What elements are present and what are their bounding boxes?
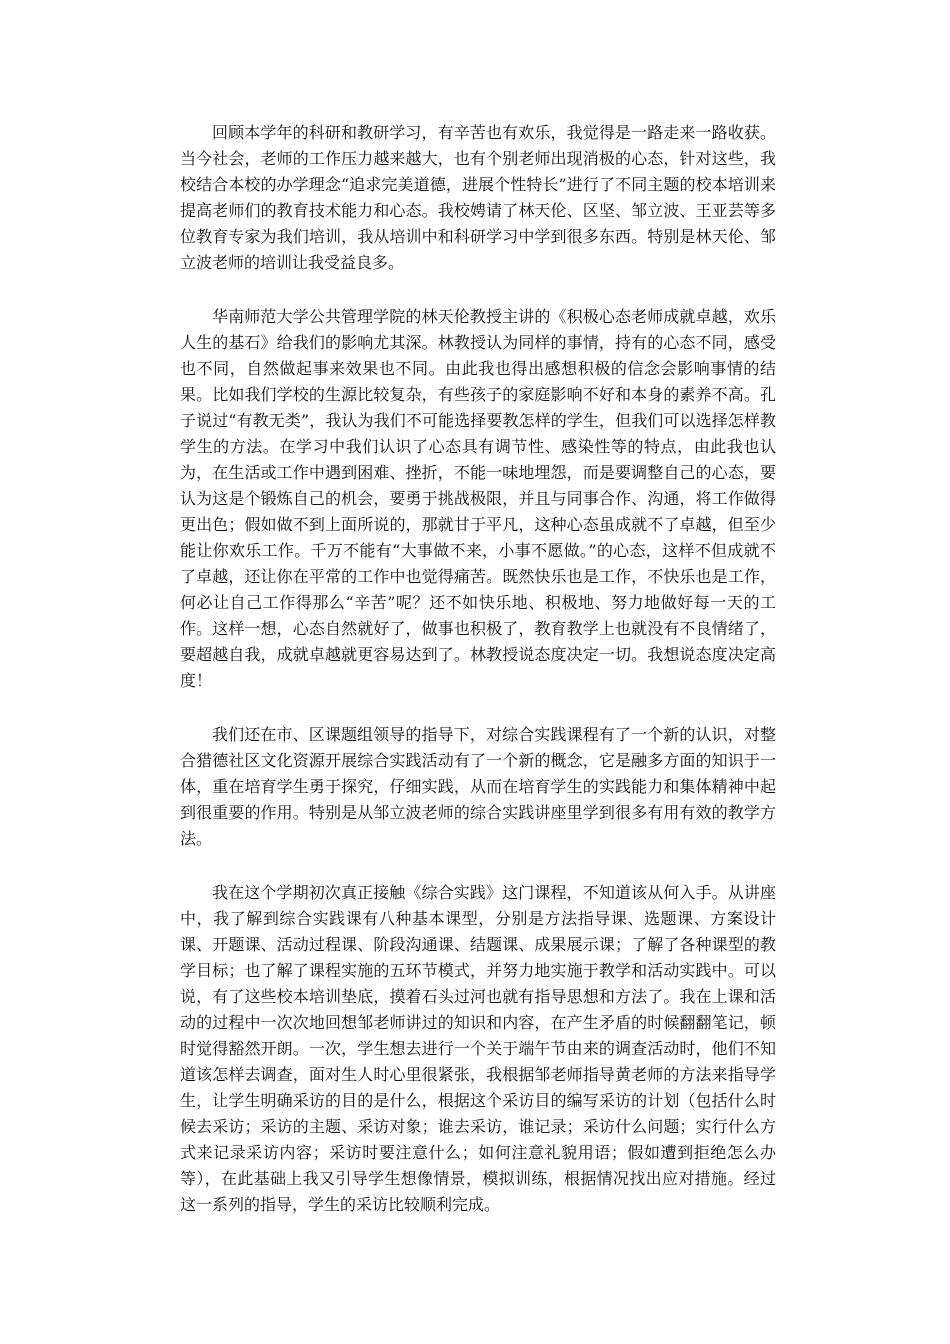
- paragraph-course-experience: 我在这个学期初次真正接触《综合实践》这门课程，不知道该从何入手。从讲座中，我了解到综合实践课有八种基本课型，分别是方法指导课、选题课、方案设计课、开题课、活动过程课、阶段沟通课、结题课、成果展示课；了解了各种课型的教学目标；也了解了课程实施的五环节模式，并努力地实施于教学和活动实践中。可以说，有了这些校本培训垫底，摸着石头过河也就有指导思想和方法了。我在上课和活动的过程中一次次地回想邹老师讲过的知识和内容，在产生矛盾的时候翻翻笔记，顿时觉得豁然开朗。一次，学生想去进行一个关于端午节由来的调查活动时，他们不知道该怎样去调查，面对生人时心里很紧张，我根据邹老师指导黄老师的方法来指导学生，让学生明确采访的目的是什么，根据这个采访目的编写采访的计划（包括什么时候去采访；采访的主题、采访对象；谁去采访，谁记录；采访什么问题；实行什么方式来记录采访内容；采访时要注意什么；如何注意礼貌用语；假如遭到拒绝怎么办等），在此基础上我又引导学生想像情景，模拟训练，根据情况找出应对措施。经过这一系列的指导，学生的采访比较顺利完成。: [180, 883, 776, 1214]
- paragraph-reflection-intro: 回顾本学年的科研和教研学习，有辛苦也有欢乐，我觉得是一路走来一路收获。当今社会，老师的工作压力越来越大，也有个别老师出现消极的心态，针对这些，我校结合本校的办学理念“追求完美道德，进展个性特长”进行了不同主题的校本培训来提高老师们的教育技术能力和心态。我校娉请了林天伦、区坚、邹立波、王亚芸等多位教育专家为我们培训，我从培训中和科研学习中学到很多东西。特别是林天伦、邹立波老师的培训让我受益良多。: [180, 123, 776, 272]
- document-body: [180, 120, 776, 1246]
- paragraph-comprehensive-practice: 我们还在市、区课题组领导的指导下，对综合实践课程有了一个新的认识，对整合猎德社区文化资源开展综合实践活动有了一个新的概念，它是融多方面的知识于一体，重在培育学生勇于探究，仔细实践，从而在培育学生的实践能力和集体精神中起到很重要的作用。特别是从邹立波老师的综合实践讲座里学到很多有用有效的教学方法。: [180, 725, 776, 848]
- paragraph-lin-tianlun-lecture: 华南师范大学公共管理学院的林天伦教授主讲的《积极心态老师成就卓越，欢乐人生的基石》给我们的影响尤其深。林教授认为同样的事情，持有的心态不同，感受也不同，自然做起事来效果也不同。由此我也得出感想积极的信念会影响事情的结果。比如我们学校的生源比较复杂，有些孩子的家庭影响不好和本身的素养不高。孔子说过“有教无类”，我认为我们不可能选择要教怎样的学生，但我们可以选择怎样教学生的方法。在学习中我们认识了心态具有调节性、感染性等的特点，由此我也认为，在生活或工作中遇到困难、挫折，不能一味地埋怨，而是要调整自己的心态，要认为这是个锻炼自己的机会，要勇于挑战极限，并且与同事合作、沟通，将工作做得更出色；假如做不到上面所说的，那就甘于平凡，这种心态虽成就不了卓越，但至少能让你欢乐工作。千万不能有“大事做不来，小事不愿做。”的心态，这样不但成就不了卓越，还让你在平常的工作中也觉得痛苦。既然快乐也是工作，不快乐也是工作，何必让自己工作得那么“辛苦”呢？还不如快乐地、积极地、努力地做好每一天的工作。这样一想，心态自然就好了，做事也积极了，教育教学上也就没有不良情绪了，要超越自我，成就卓越就更容易达到了。林教授说态度决定一切。我想说态度决定高度！: [180, 307, 776, 690]
